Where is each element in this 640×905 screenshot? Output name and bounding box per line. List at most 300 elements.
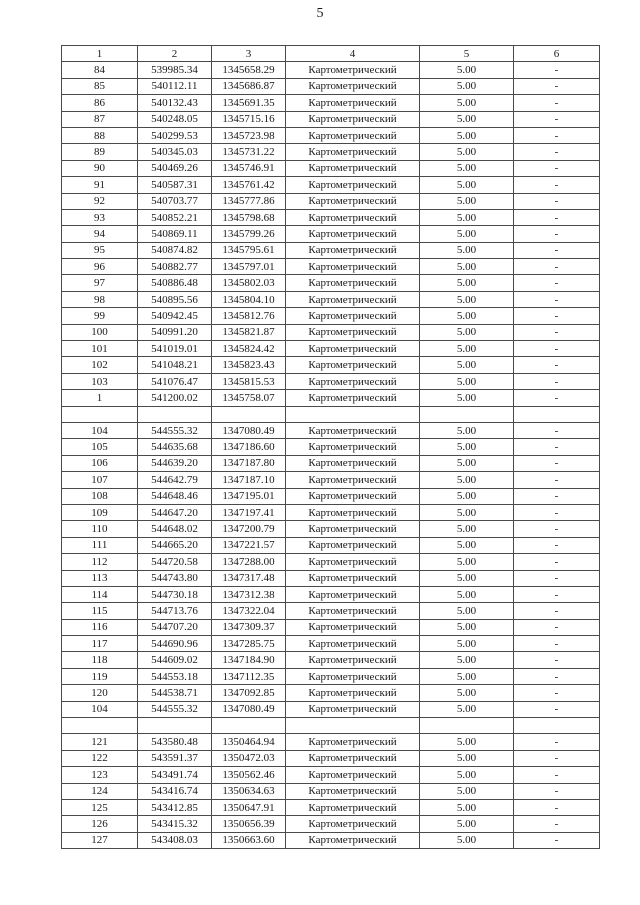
table-cell: 543580.48 xyxy=(138,734,212,750)
table-cell: 107 xyxy=(62,472,138,488)
table-row xyxy=(62,95,600,111)
table-cell: 123 xyxy=(62,767,138,783)
table-cell: 5.00 xyxy=(420,373,514,389)
table-cell: 544555.32 xyxy=(138,701,212,717)
table-cell: - xyxy=(514,767,600,783)
table-cell: 5.00 xyxy=(420,504,514,520)
coordinates-table xyxy=(61,45,600,849)
table-row xyxy=(62,62,600,78)
table-cell: Картометрический xyxy=(286,521,420,537)
table-cell: 96 xyxy=(62,259,138,275)
table-cell: - xyxy=(514,668,600,684)
table-cell: 5.00 xyxy=(420,537,514,553)
table-cell: 1345658.29 xyxy=(212,62,286,78)
table-cell: 1347186.60 xyxy=(212,439,286,455)
table-cell: 544707.20 xyxy=(138,619,212,635)
table-cell: Картометрический xyxy=(286,242,420,258)
table-cell: Картометрический xyxy=(286,390,420,406)
table-cell: 541076.47 xyxy=(138,373,212,389)
table-cell: - xyxy=(514,734,600,750)
table-cell: 1347312.38 xyxy=(212,586,286,602)
table-cell: 544665.20 xyxy=(138,537,212,553)
table-row xyxy=(62,193,600,209)
table-row xyxy=(62,488,600,504)
table-cell: Картометрический xyxy=(286,455,420,471)
table-cell: 95 xyxy=(62,242,138,258)
table-row xyxy=(62,554,600,570)
table-cell: 544647.20 xyxy=(138,504,212,520)
table-cell: 5.00 xyxy=(420,668,514,684)
table-cell: 5.00 xyxy=(420,422,514,438)
table-body xyxy=(62,62,600,849)
table-cell: - xyxy=(514,603,600,619)
table-cell: - xyxy=(514,685,600,701)
table-cell: 5.00 xyxy=(420,472,514,488)
table-cell: Картометрический xyxy=(286,275,420,291)
table-cell: 127 xyxy=(62,832,138,848)
table-row xyxy=(62,668,600,684)
table-row xyxy=(62,586,600,602)
header-cell: 4 xyxy=(286,46,420,62)
table-cell: - xyxy=(514,619,600,635)
table-cell: - xyxy=(514,357,600,373)
table-row-blank xyxy=(62,718,600,734)
table-cell: 117 xyxy=(62,636,138,652)
table-cell: 1347200.79 xyxy=(212,521,286,537)
table-cell: - xyxy=(514,324,600,340)
table-row xyxy=(62,504,600,520)
table-cell xyxy=(420,406,514,422)
table-cell: - xyxy=(514,570,600,586)
table-cell: 97 xyxy=(62,275,138,291)
table-cell: 1350562.46 xyxy=(212,767,286,783)
table-cell: - xyxy=(514,701,600,717)
table-cell: Картометрический xyxy=(286,357,420,373)
table-cell: 84 xyxy=(62,62,138,78)
table-cell: 1347080.49 xyxy=(212,422,286,438)
table-cell: 1345797.01 xyxy=(212,259,286,275)
table-cell: 106 xyxy=(62,455,138,471)
table-cell: 5.00 xyxy=(420,95,514,111)
table-cell: 5.00 xyxy=(420,259,514,275)
table-cell: - xyxy=(514,226,600,242)
table-cell: 544648.02 xyxy=(138,521,212,537)
table-cell: - xyxy=(514,504,600,520)
table-cell: 544553.18 xyxy=(138,668,212,684)
table-cell: 1345823.43 xyxy=(212,357,286,373)
table-cell: 1347322.04 xyxy=(212,603,286,619)
table-cell: 1345812.76 xyxy=(212,308,286,324)
table-cell: Картометрический xyxy=(286,685,420,701)
table-cell: 90 xyxy=(62,160,138,176)
table-cell: 5.00 xyxy=(420,636,514,652)
table-row xyxy=(62,144,600,160)
table-cell: - xyxy=(514,291,600,307)
table-cell: 5.00 xyxy=(420,357,514,373)
table-cell: 89 xyxy=(62,144,138,160)
table-cell: 543416.74 xyxy=(138,783,212,799)
table-row xyxy=(62,357,600,373)
table-cell: - xyxy=(514,652,600,668)
table-row xyxy=(62,570,600,586)
table-cell: Картометрический xyxy=(286,373,420,389)
table-cell xyxy=(420,718,514,734)
table-cell: 1345758.07 xyxy=(212,390,286,406)
table-cell: 100 xyxy=(62,324,138,340)
table-cell: - xyxy=(514,488,600,504)
table-cell: - xyxy=(514,422,600,438)
table-cell: 540869.11 xyxy=(138,226,212,242)
table-cell: 5.00 xyxy=(420,816,514,832)
table-row xyxy=(62,78,600,94)
table-row xyxy=(62,521,600,537)
table-cell: 544730.18 xyxy=(138,586,212,602)
table-cell: 543591.37 xyxy=(138,750,212,766)
table-cell: Картометрический xyxy=(286,701,420,717)
table-cell: 119 xyxy=(62,668,138,684)
table-cell: 1345691.35 xyxy=(212,95,286,111)
table-cell: 110 xyxy=(62,521,138,537)
table-cell: 1 xyxy=(62,390,138,406)
table-cell: 5.00 xyxy=(420,193,514,209)
table-cell: 540703.77 xyxy=(138,193,212,209)
table-cell: 1345795.61 xyxy=(212,242,286,258)
table-cell: 540587.31 xyxy=(138,177,212,193)
table-cell: 104 xyxy=(62,701,138,717)
table-row xyxy=(62,127,600,143)
table-cell: 5.00 xyxy=(420,521,514,537)
table-row xyxy=(62,291,600,307)
table-cell: 5.00 xyxy=(420,750,514,766)
table-cell: - xyxy=(514,341,600,357)
table-cell: 1345731.22 xyxy=(212,144,286,160)
table-cell: 85 xyxy=(62,78,138,94)
table-cell: - xyxy=(514,472,600,488)
table-cell: 1345723.98 xyxy=(212,127,286,143)
table-cell: 540469.26 xyxy=(138,160,212,176)
table-cell: - xyxy=(514,636,600,652)
table-cell: 5.00 xyxy=(420,291,514,307)
table-cell: - xyxy=(514,62,600,78)
table-cell: 540345.03 xyxy=(138,144,212,160)
table-row xyxy=(62,275,600,291)
table-cell: Картометрический xyxy=(286,734,420,750)
table-row xyxy=(62,160,600,176)
table-cell: - xyxy=(514,275,600,291)
table-cell: Картометрический xyxy=(286,488,420,504)
table-cell: Картометрический xyxy=(286,62,420,78)
table-cell: - xyxy=(514,783,600,799)
table-cell: 5.00 xyxy=(420,111,514,127)
table-cell: 5.00 xyxy=(420,799,514,815)
table-cell xyxy=(138,406,212,422)
table-cell xyxy=(514,406,600,422)
table-cell: 112 xyxy=(62,554,138,570)
table-cell: 1347187.10 xyxy=(212,472,286,488)
table-cell: - xyxy=(514,160,600,176)
table-cell: 1347195.01 xyxy=(212,488,286,504)
table-row-blank xyxy=(62,406,600,422)
page-number: 5 xyxy=(316,6,324,21)
table-cell: 544538.71 xyxy=(138,685,212,701)
table-cell: 115 xyxy=(62,603,138,619)
table-cell: 5.00 xyxy=(420,226,514,242)
table-cell: 5.00 xyxy=(420,242,514,258)
table-cell: 98 xyxy=(62,291,138,307)
table-row xyxy=(62,455,600,471)
table-cell: 121 xyxy=(62,734,138,750)
table-cell: Картометрический xyxy=(286,472,420,488)
table-row xyxy=(62,439,600,455)
table-cell: 5.00 xyxy=(420,783,514,799)
table-cell: Картометрический xyxy=(286,750,420,766)
table-cell: - xyxy=(514,750,600,766)
table-cell: Картометрический xyxy=(286,554,420,570)
table-cell: 544609.02 xyxy=(138,652,212,668)
header-cell: 6 xyxy=(514,46,600,62)
table-cell: Картометрический xyxy=(286,291,420,307)
table-cell: 94 xyxy=(62,226,138,242)
table-row xyxy=(62,816,600,832)
table-cell: 544720.58 xyxy=(138,554,212,570)
table-row xyxy=(62,750,600,766)
table-cell: Картометрический xyxy=(286,816,420,832)
table-cell: 1345798.68 xyxy=(212,209,286,225)
table-cell: Картометрический xyxy=(286,439,420,455)
table-cell: - xyxy=(514,111,600,127)
table-cell: - xyxy=(514,259,600,275)
table-cell: 540942.45 xyxy=(138,308,212,324)
table-cell: Картометрический xyxy=(286,144,420,160)
table-cell: 1350647.91 xyxy=(212,799,286,815)
table-cell: Картометрический xyxy=(286,177,420,193)
table-cell: 5.00 xyxy=(420,209,514,225)
table-cell: - xyxy=(514,127,600,143)
table-cell: Картометрический xyxy=(286,603,420,619)
table-cell: - xyxy=(514,537,600,553)
table-cell: 1350656.39 xyxy=(212,816,286,832)
table-cell: 540882.77 xyxy=(138,259,212,275)
table-cell xyxy=(62,406,138,422)
table-cell: Картометрический xyxy=(286,160,420,176)
table-cell: 543491.74 xyxy=(138,767,212,783)
table-row xyxy=(62,422,600,438)
table-cell: 5.00 xyxy=(420,390,514,406)
table-cell: - xyxy=(514,521,600,537)
table-cell: 5.00 xyxy=(420,144,514,160)
table-cell: 1345802.03 xyxy=(212,275,286,291)
table-cell: 108 xyxy=(62,488,138,504)
table-cell: 1347309.37 xyxy=(212,619,286,635)
table-cell: 1350634.63 xyxy=(212,783,286,799)
header-row xyxy=(62,46,600,62)
table-row xyxy=(62,373,600,389)
table-cell: 1347187.80 xyxy=(212,455,286,471)
table-cell: 541200.02 xyxy=(138,390,212,406)
table-cell: 1345799.26 xyxy=(212,226,286,242)
table-cell: 5.00 xyxy=(420,488,514,504)
header-cell: 5 xyxy=(420,46,514,62)
table-row xyxy=(62,209,600,225)
table-row xyxy=(62,783,600,799)
table-cell: Картометрический xyxy=(286,783,420,799)
table-cell: 5.00 xyxy=(420,767,514,783)
table-row xyxy=(62,259,600,275)
table-row xyxy=(62,537,600,553)
table-cell: 544639.20 xyxy=(138,455,212,471)
table-cell: - xyxy=(514,455,600,471)
table-cell: - xyxy=(514,193,600,209)
table-cell: Картометрический xyxy=(286,799,420,815)
table-cell: 1347184.90 xyxy=(212,652,286,668)
table-cell: 1345761.42 xyxy=(212,177,286,193)
table-cell: 540852.21 xyxy=(138,209,212,225)
table-cell xyxy=(138,718,212,734)
table-cell: Картометрический xyxy=(286,652,420,668)
table-cell: 111 xyxy=(62,537,138,553)
table-cell: - xyxy=(514,832,600,848)
table-cell: 5.00 xyxy=(420,177,514,193)
table-cell: Картометрический xyxy=(286,111,420,127)
table-cell: 5.00 xyxy=(420,701,514,717)
table-row xyxy=(62,832,600,848)
table-cell: 122 xyxy=(62,750,138,766)
table-cell: - xyxy=(514,242,600,258)
table-cell: 5.00 xyxy=(420,308,514,324)
table-cell: 1347221.57 xyxy=(212,537,286,553)
table-cell: 544690.96 xyxy=(138,636,212,652)
table-row xyxy=(62,603,600,619)
table-cell: 543408.03 xyxy=(138,832,212,848)
table-cell: 540112.11 xyxy=(138,78,212,94)
table-row xyxy=(62,324,600,340)
table-cell: 5.00 xyxy=(420,341,514,357)
table-cell xyxy=(514,718,600,734)
table-cell: 1345804.10 xyxy=(212,291,286,307)
header-cell: 3 xyxy=(212,46,286,62)
table-cell xyxy=(62,718,138,734)
table-cell: Картометрический xyxy=(286,209,420,225)
table-cell: 113 xyxy=(62,570,138,586)
table-cell: - xyxy=(514,439,600,455)
table-cell: 102 xyxy=(62,357,138,373)
table-cell: 5.00 xyxy=(420,652,514,668)
table-cell: - xyxy=(514,308,600,324)
table-cell: 543412.85 xyxy=(138,799,212,815)
table-row xyxy=(62,701,600,717)
table-row xyxy=(62,799,600,815)
table-cell: 5.00 xyxy=(420,160,514,176)
table-cell: 91 xyxy=(62,177,138,193)
table-row xyxy=(62,390,600,406)
table-cell: 120 xyxy=(62,685,138,701)
table-cell: 540874.82 xyxy=(138,242,212,258)
table-cell: 5.00 xyxy=(420,734,514,750)
table-cell: 5.00 xyxy=(420,685,514,701)
table-cell: Картометрический xyxy=(286,308,420,324)
table-cell xyxy=(212,406,286,422)
table-cell: - xyxy=(514,390,600,406)
table-cell: 1347288.00 xyxy=(212,554,286,570)
table-cell: 543415.32 xyxy=(138,816,212,832)
table-cell: 124 xyxy=(62,783,138,799)
table-row xyxy=(62,308,600,324)
table-cell: 126 xyxy=(62,816,138,832)
table-cell: 1345821.87 xyxy=(212,324,286,340)
table-cell: 544713.76 xyxy=(138,603,212,619)
header-cell: 1 xyxy=(62,46,138,62)
table-cell: 1345686.87 xyxy=(212,78,286,94)
table-cell: - xyxy=(514,177,600,193)
table-cell: Картометрический xyxy=(286,504,420,520)
table-cell: 5.00 xyxy=(420,586,514,602)
table-cell: - xyxy=(514,816,600,832)
table-cell: 101 xyxy=(62,341,138,357)
table-cell: 544635.68 xyxy=(138,439,212,455)
table-cell: - xyxy=(514,554,600,570)
table-cell: - xyxy=(514,799,600,815)
table-cell: Картометрический xyxy=(286,832,420,848)
table-cell: 5.00 xyxy=(420,619,514,635)
table-row xyxy=(62,226,600,242)
table-cell: Картометрический xyxy=(286,226,420,242)
table-cell: - xyxy=(514,144,600,160)
table-cell: 5.00 xyxy=(420,554,514,570)
table-cell: 104 xyxy=(62,422,138,438)
table-cell: 5.00 xyxy=(420,603,514,619)
header-cell: 2 xyxy=(138,46,212,62)
table-cell: 5.00 xyxy=(420,62,514,78)
table-cell: 1347080.49 xyxy=(212,701,286,717)
table-cell: 5.00 xyxy=(420,324,514,340)
table-cell: - xyxy=(514,95,600,111)
table-row xyxy=(62,242,600,258)
table-cell: 118 xyxy=(62,652,138,668)
table-cell: 1347285.75 xyxy=(212,636,286,652)
table-cell: 1347317.48 xyxy=(212,570,286,586)
table-cell: 5.00 xyxy=(420,455,514,471)
table-cell: - xyxy=(514,586,600,602)
table-cell: Картометрический xyxy=(286,636,420,652)
table-cell: 1350464.94 xyxy=(212,734,286,750)
table-cell: 5.00 xyxy=(420,275,514,291)
table-cell: 1350472.03 xyxy=(212,750,286,766)
table-cell: 1347112.35 xyxy=(212,668,286,684)
table-cell: Картометрический xyxy=(286,341,420,357)
table-cell xyxy=(212,718,286,734)
table-row xyxy=(62,734,600,750)
table-cell: 540248.05 xyxy=(138,111,212,127)
table-cell: 544642.79 xyxy=(138,472,212,488)
table-cell xyxy=(286,718,420,734)
table-cell: Картометрический xyxy=(286,422,420,438)
table-cell: 540886.48 xyxy=(138,275,212,291)
table-cell: Картометрический xyxy=(286,95,420,111)
table-cell: 86 xyxy=(62,95,138,111)
table-cell: 116 xyxy=(62,619,138,635)
table-cell: 539985.34 xyxy=(138,62,212,78)
table-row xyxy=(62,767,600,783)
table-cell: 1345815.53 xyxy=(212,373,286,389)
table-cell xyxy=(286,406,420,422)
table-cell: 1347197.41 xyxy=(212,504,286,520)
table-cell: Картометрический xyxy=(286,668,420,684)
table-cell: 103 xyxy=(62,373,138,389)
table-cell: 114 xyxy=(62,586,138,602)
table-cell: Картометрический xyxy=(286,767,420,783)
table-row xyxy=(62,111,600,127)
table-cell: Картометрический xyxy=(286,78,420,94)
